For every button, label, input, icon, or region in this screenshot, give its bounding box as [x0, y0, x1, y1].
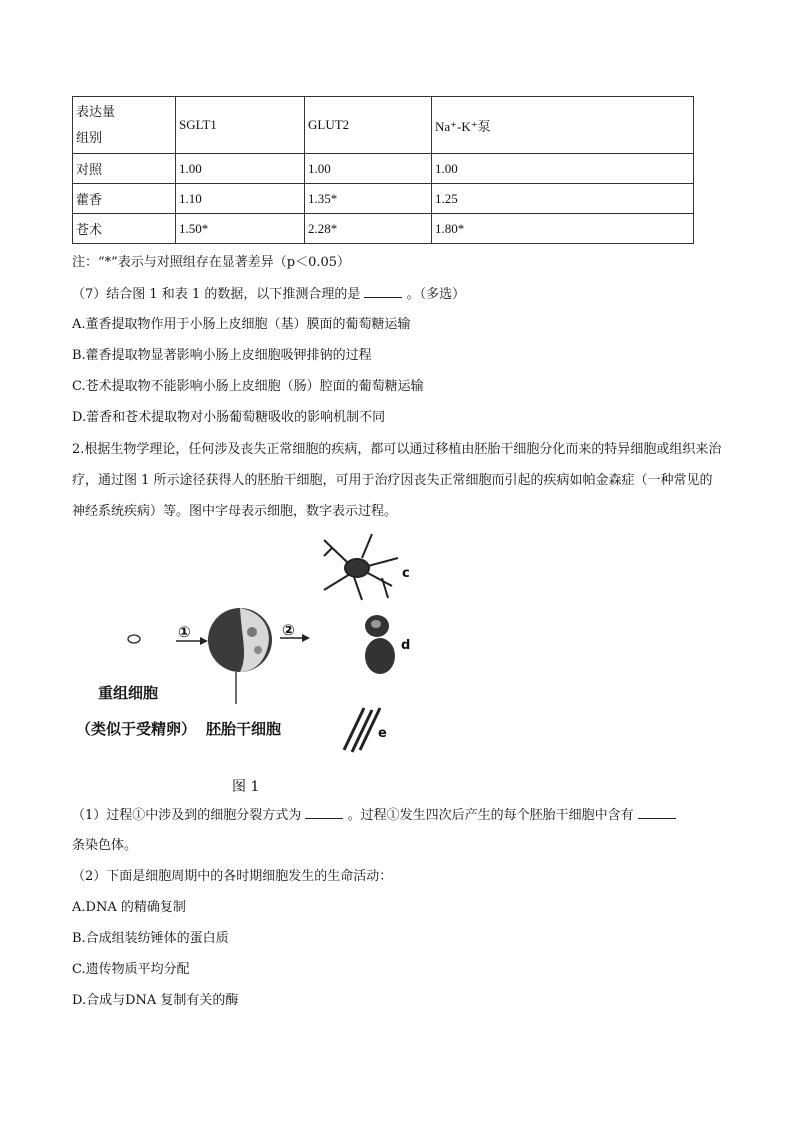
sub-question-1	[72, 806, 676, 825]
group-cell: 苍术	[73, 214, 176, 244]
figure-1	[76, 528, 432, 768]
option-c: C.苍术提取物不能影响小肠上皮细胞（肠）腔面的葡萄糖运输	[72, 379, 424, 394]
sub-question-1-text: （1）过程①中涉及到的细胞分裂方式为	[72, 808, 302, 823]
answer-blank[interactable]	[638, 806, 676, 819]
recombinant-cell-label: 重组细胞	[98, 684, 159, 702]
letter-c: c	[402, 566, 410, 581]
activity-a: A.DNA 的精确复制	[72, 900, 186, 915]
cell-d	[365, 615, 395, 674]
value-cell: 1.80*	[432, 214, 694, 244]
expression-table	[72, 96, 694, 244]
recombinant-cell-shape	[128, 635, 140, 643]
column-header: GLUT2	[305, 97, 432, 154]
table-corner-cell	[73, 97, 176, 154]
option-b: B.藿香提取物显著影响小肠上皮细胞吸钾排钠的过程	[72, 348, 372, 363]
group-cell: 藿香	[73, 184, 176, 214]
stem-cell-label: 胚胎干细胞	[206, 720, 282, 738]
question-7-suffix: 。（多选）	[406, 287, 466, 302]
neuron-cell-c	[324, 534, 398, 600]
recombinant-cell-note: （类似于受精卵）	[76, 720, 197, 738]
activity-d: D.合成与DNA 复制有关的酶	[72, 993, 239, 1008]
value-cell: 1.00	[432, 154, 694, 184]
column-header: SGLT1	[176, 97, 305, 154]
arrow-step-2-head	[302, 634, 310, 642]
activity-c: C.遗传物质平均分配	[72, 962, 190, 977]
step-2-label: ②	[282, 621, 295, 639]
value-cell: 1.35*	[305, 184, 432, 214]
table-note: 注：“*”表示与对照组存在显著差异（p＜0.05）	[72, 255, 351, 270]
table-row	[73, 154, 694, 184]
option-d: D.蕾香和苍术提取物对小肠葡萄糖吸收的影响机制不同	[72, 410, 386, 425]
question-7-text: （7）结合图 1 和表 1 的数据，以下推测合理的是	[72, 287, 361, 302]
sub-question-2-stem: （2）下面是细胞周期中的各时期细胞发生的生命活动：	[72, 869, 393, 884]
step-1-label: ①	[178, 623, 191, 641]
table-row	[73, 184, 694, 214]
option-a: A.董香提取物作用于小肠上皮细胞（基）膜面的葡萄糖运输	[72, 317, 411, 332]
header-col-label: 组别	[76, 130, 103, 145]
figure-caption: 图 1	[232, 779, 260, 795]
value-cell: 1.25	[432, 184, 694, 214]
sub-question-1-text-2: 。过程①发生四次后产生的每个胚胎干细胞中含有	[347, 808, 634, 823]
value-cell: 1.50*	[176, 214, 305, 244]
value-cell: 1.10	[176, 184, 305, 214]
value-cell: 1.00	[176, 154, 305, 184]
question-2-intro: 2.根据生物学理论，任何涉及丧失正常细胞的疾病，都可以通过移植由胚胎干细胞分化而来的特异细胞或组织来治疗，通过图 1 所示途径获得人的胚胎干细胞，可用于治疗因丧失正常细胞而引起的疾病如帕金森症（一种常见的神经系统疾病）等。图中字母表示细胞，数字表示过程。	[72, 442, 722, 519]
value-cell: 1.00	[305, 154, 432, 184]
activity-b: B.合成组装纺锤体的蛋白质	[72, 931, 229, 946]
letter-e: e	[378, 726, 387, 741]
question-7-stem	[72, 285, 465, 304]
letter-d: d	[401, 638, 411, 653]
group-cell: 对照	[73, 154, 176, 184]
column-header: Na⁺-K⁺泵	[432, 97, 694, 154]
table-header-row	[73, 97, 694, 154]
answer-blank[interactable]	[364, 285, 402, 298]
table-row	[73, 214, 694, 244]
muscle-cells-e	[344, 708, 380, 752]
value-cell: 2.28*	[305, 214, 432, 244]
answer-blank[interactable]	[305, 806, 343, 819]
sub-question-1-end: 条染色体。	[72, 838, 138, 853]
header-row-label: 表达量	[76, 104, 116, 119]
arrow-step-1-head	[200, 637, 208, 645]
